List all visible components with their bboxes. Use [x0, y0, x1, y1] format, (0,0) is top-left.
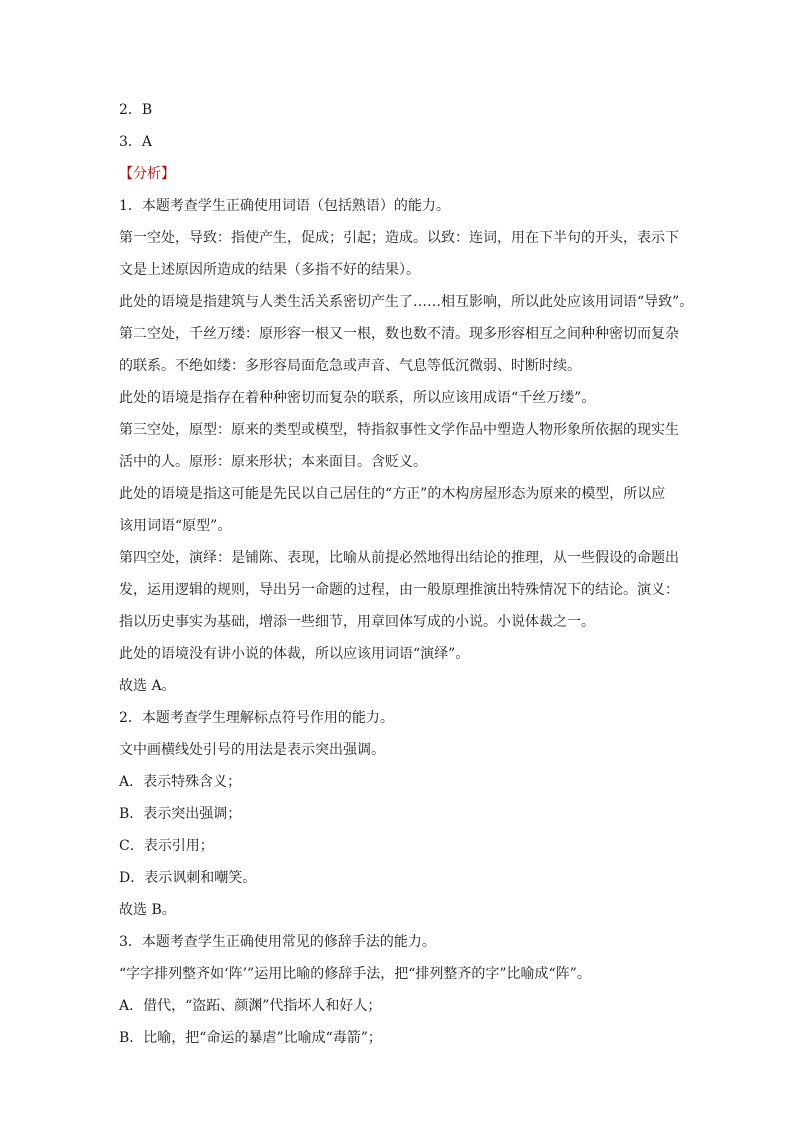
paragraph-line: 第四空处，演绎：是铺陈、表现，比喻从前提必然地得出结论的推理，从一些假设的命题出	[119, 550, 679, 566]
answer-line-2: 2．B	[119, 102, 153, 118]
option-line: B．表示突出强调；	[119, 806, 242, 822]
option-line: A．表示特殊含义；	[119, 774, 242, 790]
paragraph-line: 3．本题考查学生正确使用常见的修辞手法的能力。	[119, 934, 436, 950]
paragraph-line: 第三空处，原型：原来的类型或模型，特指叙事性文学作品中塑造人物形象所依据的现实生	[119, 422, 679, 438]
paragraph-line: 该用词语“原型”。	[119, 518, 232, 534]
paragraph-line: 文是上述原因所造成的结果（多指不好的结果）。	[119, 262, 420, 278]
paragraph-line: 的联系。不绝如缕：多形容局面危急或声音、气息等低沉微弱、时断时续。	[119, 358, 581, 374]
answer-line-3: 3．A	[119, 134, 153, 150]
analysis-heading: 【分析】	[119, 166, 175, 182]
option-line: D．表示讽刺和嘲笑。	[119, 870, 257, 886]
paragraph-line: 2．本题考查学生理解标点符号作用的能力。	[119, 710, 394, 726]
paragraph-line: 故选 B。	[119, 902, 176, 918]
paragraph-line: 活中的人。原形：原来形状；本来面目。含贬义。	[119, 454, 427, 470]
paragraph-line: 故选 A。	[119, 678, 176, 694]
option-line: A．借代，“盗跖、颜渊”代指坏人和好人；	[119, 998, 382, 1014]
document-body	[119, 101, 694, 1061]
option-line: C．表示引用；	[119, 838, 214, 854]
paragraph-line: 文中画横线处引号的用法是表示突出强调。	[119, 742, 385, 758]
paragraph-line: 发，运用逻辑的规则，导出另一命题的过程，由一般原理推演出特殊情况下的结论。演义：	[119, 582, 679, 598]
paragraph-line: “字字排列整齐如‘阵’”运用比喻的修辞手法，把“排列整齐的字”比喻成“阵”。	[119, 966, 591, 982]
option-line: B．比喻，把“命运的暴虐”比喻成“毒箭”；	[119, 1030, 382, 1046]
paragraph-line: 指以历史事实为基础，增添一些细节，用章回体写成的小说。小说体裁之一。	[119, 614, 595, 630]
paragraph-line: 此处的语境是指建筑与人类生活关系密切产生了……相互影响，所以此处应该用词语“导致”。	[119, 294, 694, 310]
paragraph-line: 此处的语境是指存在着种种密切而复杂的联系，所以应该用成语“千丝万缕”。	[119, 390, 596, 406]
paragraph-line: 第一空处，导致：指使产生，促成；引起；造成。以致：连词，用在下半句的开头，表示下	[119, 230, 679, 246]
paragraph-line: 第二空处，千丝万缕：原形容一根又一根，数也数不清。现多形容相互之间种种密切而复杂	[119, 326, 679, 342]
paragraph-line: 此处的语境没有讲小说的体裁，所以应该用词语“演绎”。	[119, 646, 470, 662]
paragraph-line: 此处的语境是指这可能是先民以自己居住的“方正”的木构房屋形态为原来的模型，所以应	[119, 486, 666, 502]
paragraph-line: 1．本题考查学生正确使用词语（包括熟语）的能力。	[119, 198, 450, 214]
